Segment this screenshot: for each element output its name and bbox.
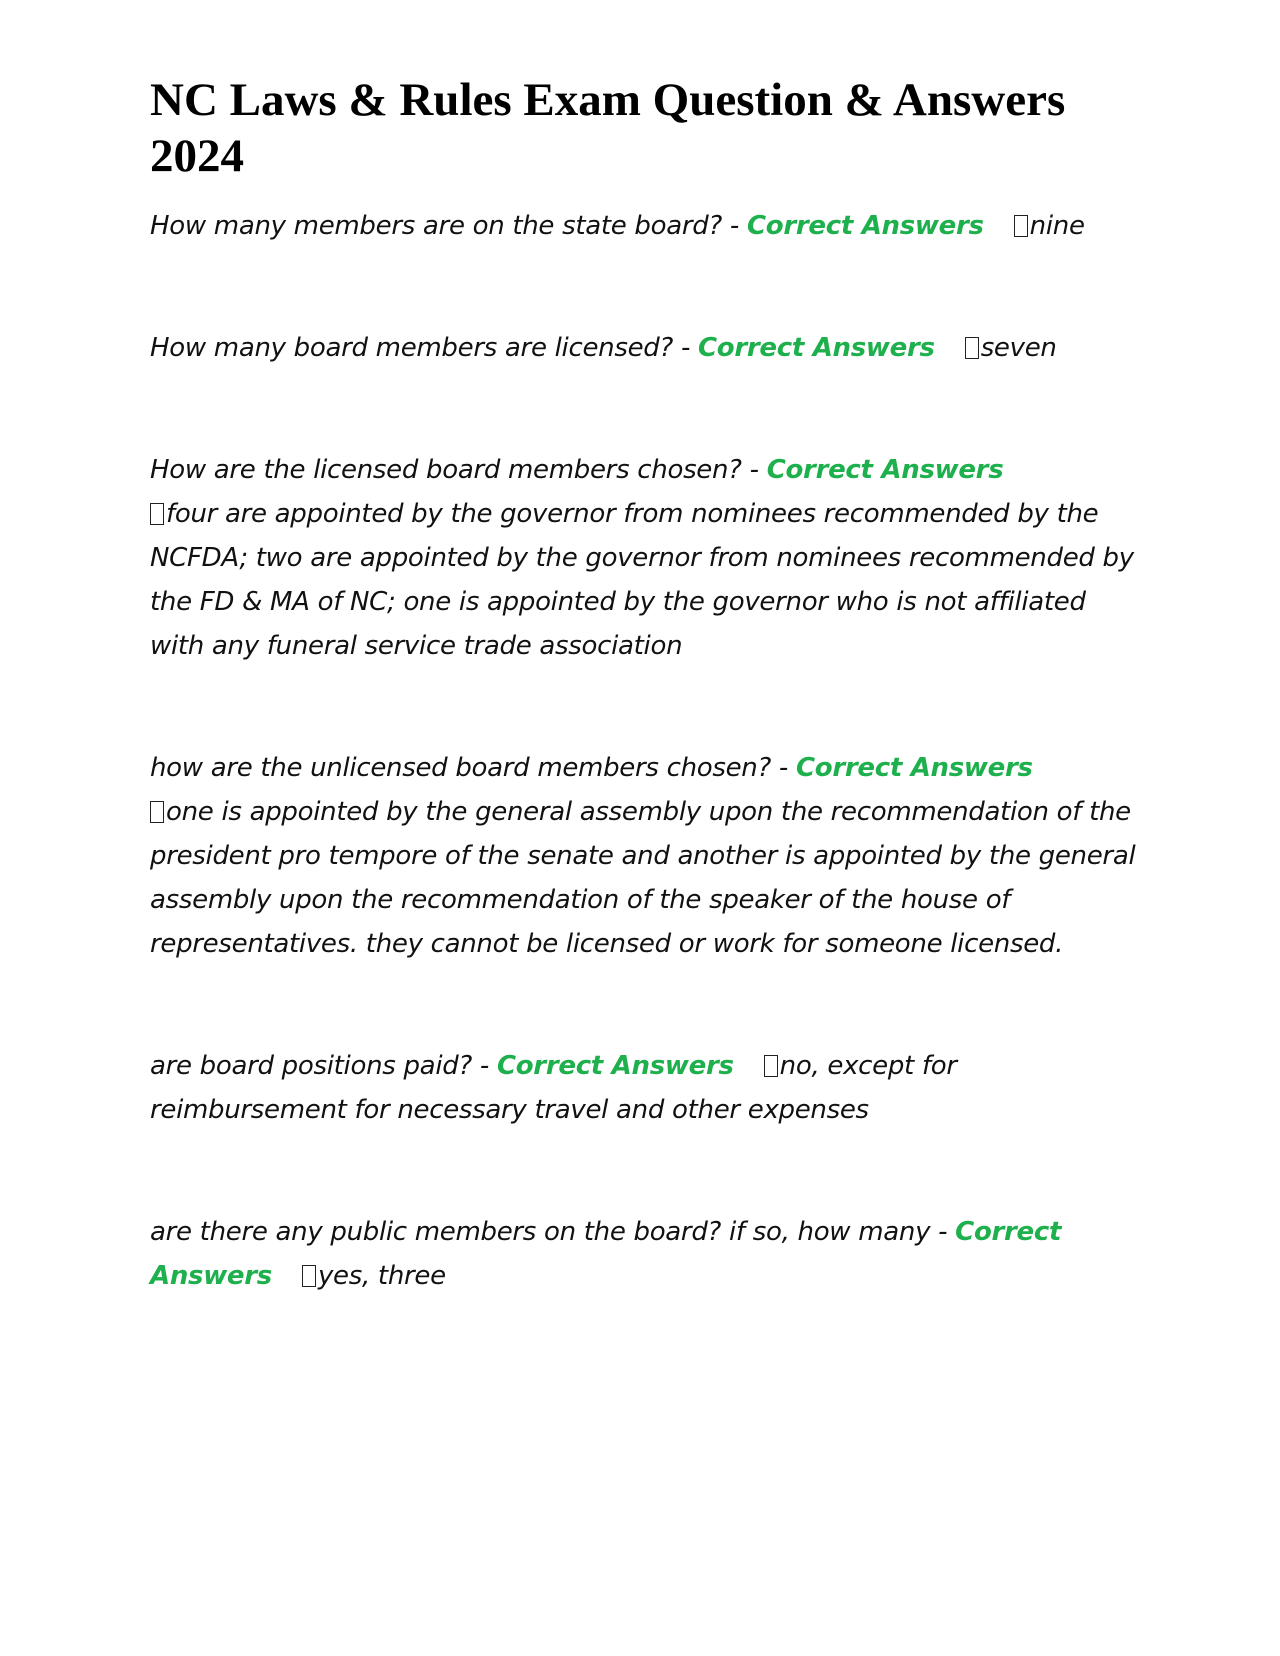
correct-answers-label: Correct Answers (698, 333, 935, 363)
checkbox-glyph-icon (150, 503, 164, 525)
answer-text: seven (980, 333, 1057, 363)
question-text: how are the unlicensed board members chosen? - (150, 753, 796, 783)
document-title: NC Laws & Rules Exam Question & Answers 2024 (150, 74, 1066, 182)
correct-answers-label: Correct Answers (496, 1051, 734, 1081)
answer-text: nine (1029, 211, 1085, 241)
checkbox-glyph-icon (965, 337, 979, 359)
qa-item (150, 204, 1140, 248)
correct-answers-label: Correct Answers (795, 753, 1033, 783)
answer-text: no, except for reimbursement for necessary travel and other expenses (150, 1051, 957, 1125)
qa-item (150, 326, 1140, 370)
checkbox-glyph-icon (302, 1265, 316, 1287)
question-text: are board positions paid? - (150, 1051, 497, 1081)
correct-answers-label: Correct Answers (766, 455, 1004, 485)
checkbox-glyph-icon (150, 801, 164, 823)
qa-item (150, 1044, 1140, 1132)
answer-text: yes, three (317, 1261, 446, 1291)
checkbox-glyph-icon (764, 1055, 778, 1077)
question-text: How many board members are licensed? - (150, 333, 698, 363)
qa-item (150, 1210, 1140, 1298)
correct-answers-label: Correct Answers (746, 211, 984, 241)
question-text: How are the licensed board members chosen? - (150, 455, 767, 485)
qa-item (150, 746, 1140, 966)
correct-answers-label: Correct Answers (150, 1217, 1062, 1291)
question-text: How many members are on the state board? - (150, 211, 747, 241)
answer-text: one is appointed by the general assembly upon the recommendation of the president pro tempore of the senate and another is appointed by the general assembly upon the recommendation of the speaker of the house of representatives. they cannot be licensed or work for someone licensed. (150, 797, 1136, 959)
answer-text: four are appointed by the governor from nominees recommended by the NCFDA; two are appointed by the governor from nominees recommended by the FD & MA of NC; one is appointed by the governor who is not affiliated with any funeral service trade association (150, 499, 1134, 661)
question-text: are there any public members on the board? if so, how many - (150, 1217, 956, 1247)
qa-item (150, 448, 1140, 668)
document-page (150, 72, 1140, 1376)
checkbox-glyph-icon (1014, 215, 1028, 237)
